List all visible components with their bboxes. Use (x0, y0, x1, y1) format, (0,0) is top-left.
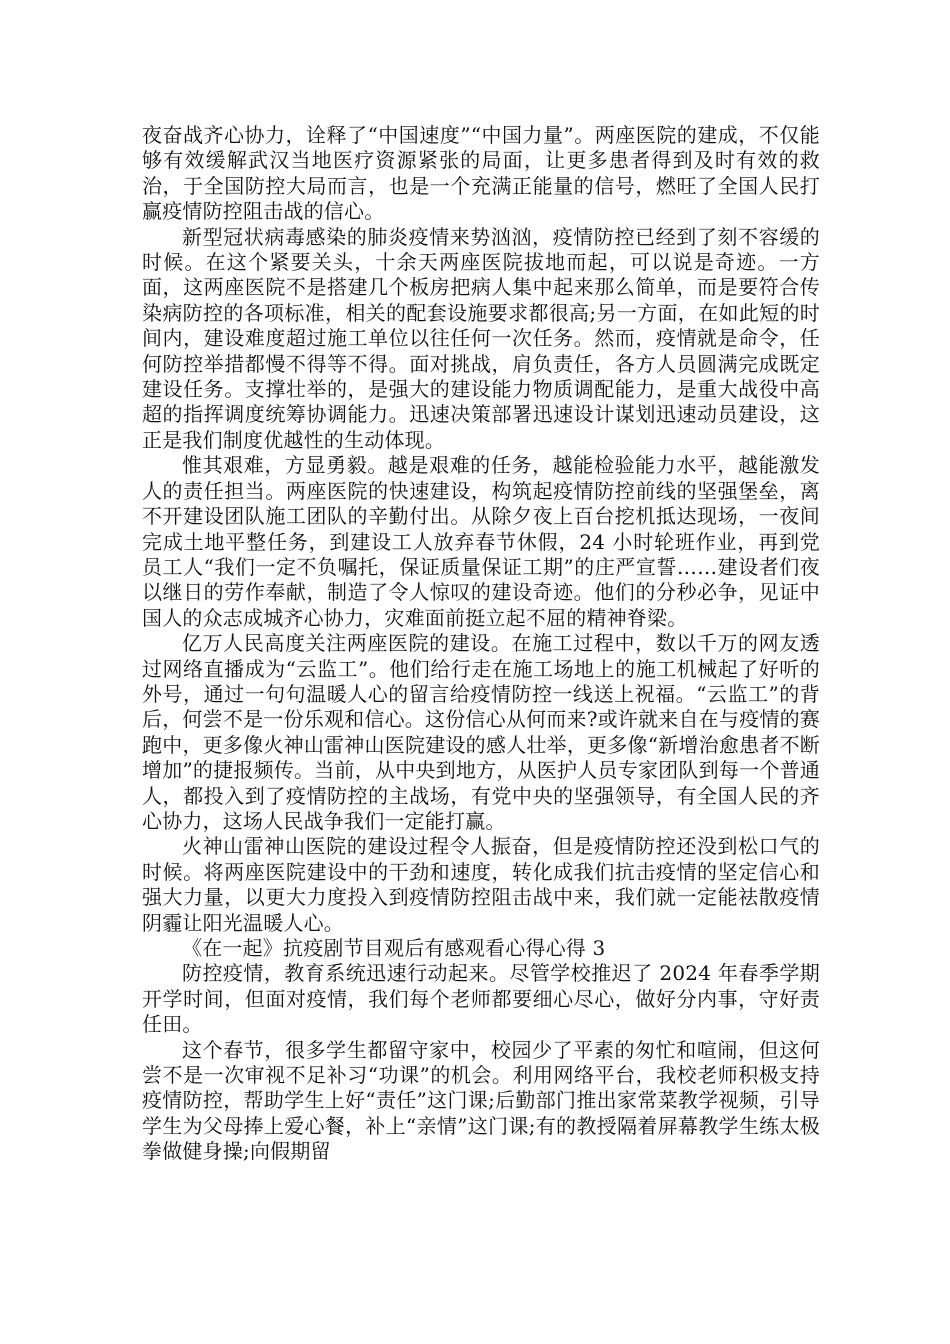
document-page (142, 123, 820, 1165)
paragraph: 亿万人民高度关注两座医院的建设。在施工过程中，数以千万的网友透过网络直播成为“云监工”。他们给行走在施工场地上的施工机械起了好听的外号，通过一句句温暖人心的留言给疫情防控一线送上祝福。“云监工”的背后，何尝不是一份乐观和信心。这份信心从何而来?或许就来自在与疫情的赛跑中，更多像火神山雷神山医院建设的感人壮举，更多像“新增治愈患者不断增加”的捷报频传。当前，从中央到地方，从医护人员专家团队到每一个普通人，都投入到了疫情防控的主战场，有党中央的坚强领导，有全国人民的齐心协力，这场人民战争我们一定能打赢。 (142, 631, 820, 833)
paragraph-continuation: 夜奋战齐心协力，诠释了“中国速度”“中国力量”。两座医院的建成，不仅能够有效缓解武汉当地医疗资源紧张的局面，让更多患者得到及时有效的救治，于全国防控大局而言，也是一个充满正能量的信号，燃旺了全国人民打赢疫情防控阻击战的信心。 (142, 123, 820, 224)
paragraph: 新型冠状病毒感染的肺炎疫情来势汹汹，疫情防控已经到了刻不容缓的时候。在这个紧要关头，十余天两座医院拔地而起，可以说是奇迹。一方面，这两座医院不是搭建几个板房把病人集中起来那么简单，而是要符合传染病防控的各项标准，相关的配套设施要求都很高;另一方面，在如此短的时间内，建设难度超过施工单位以往任何一次任务。然而，疫情就是命令，任何防控举措都慢不得等不得。面对挑战，肩负责任，各方人员圆满完成既定建设任务。支撑壮举的，是强大的建设能力物质调配能力，是重大战役中高超的指挥调度统筹协调能力。迅速决策部署迅速设计谋划迅速动员建设，这正是我们制度优越性的生动体现。 (142, 224, 820, 452)
paragraph: 惟其艰难，方显勇毅。越是艰难的任务，越能检验能力水平，越能激发人的责任担当。两座医院的快速建设，构筑起疫情防控前线的坚强堡垒，离不开建设团队施工团队的辛勤付出。从除夕夜上百台挖机抵达现场，一夜间完成土地平整任务，到建设工人放弃春节休假，24 小时轮班作业，再到党员工人“我们一定不负嘱托，保证质量保证工期”的庄严宣誓……建设者们夜以继日的劳作奉献，制造了令人惊叹的建设奇迹。他们的分秒必争，见证中国人的众志成城齐心协力，灾难面前挺立起不屈的精神脊梁。 (142, 453, 820, 630)
paragraph: 防控疫情，教育系统迅速行动起来。尽管学校推迟了 2024 年春季学期开学时间，但面对疫情，我们每个老师都要细心尽心，做好分内事，守好责任田。 (142, 961, 820, 1037)
paragraph: 火神山雷神山医院的建设过程令人振奋，但是疫情防控还没到松口气的时候。将两座医院建设中的干劲和速度，转化成我们抗击疫情的坚定信心和强大力量，以更大力度投入到疫情防控阻击战中来，我们就一定能祛散疫情阴霾让阳光温暖人心。 (142, 834, 820, 935)
section-heading: 《在一起》抗疫剧节目观后有感观看心得心得 3 (182, 936, 606, 960)
paragraph: 这个春节，很多学生都留守家中，校园少了平素的匆忙和喧闹，但这何尝不是一次审视不足补习“功课”的机会。利用网络平台，我校老师积极支持疫情防控，帮助学生上好“责任”这门课;后勤部门推出家常菜教学视频，引导学生为父母捧上爱心餐，补上“亲情”这门课;有的教授隔着屏幕教学生练太极拳做健身操;向假期留 (142, 1037, 820, 1164)
